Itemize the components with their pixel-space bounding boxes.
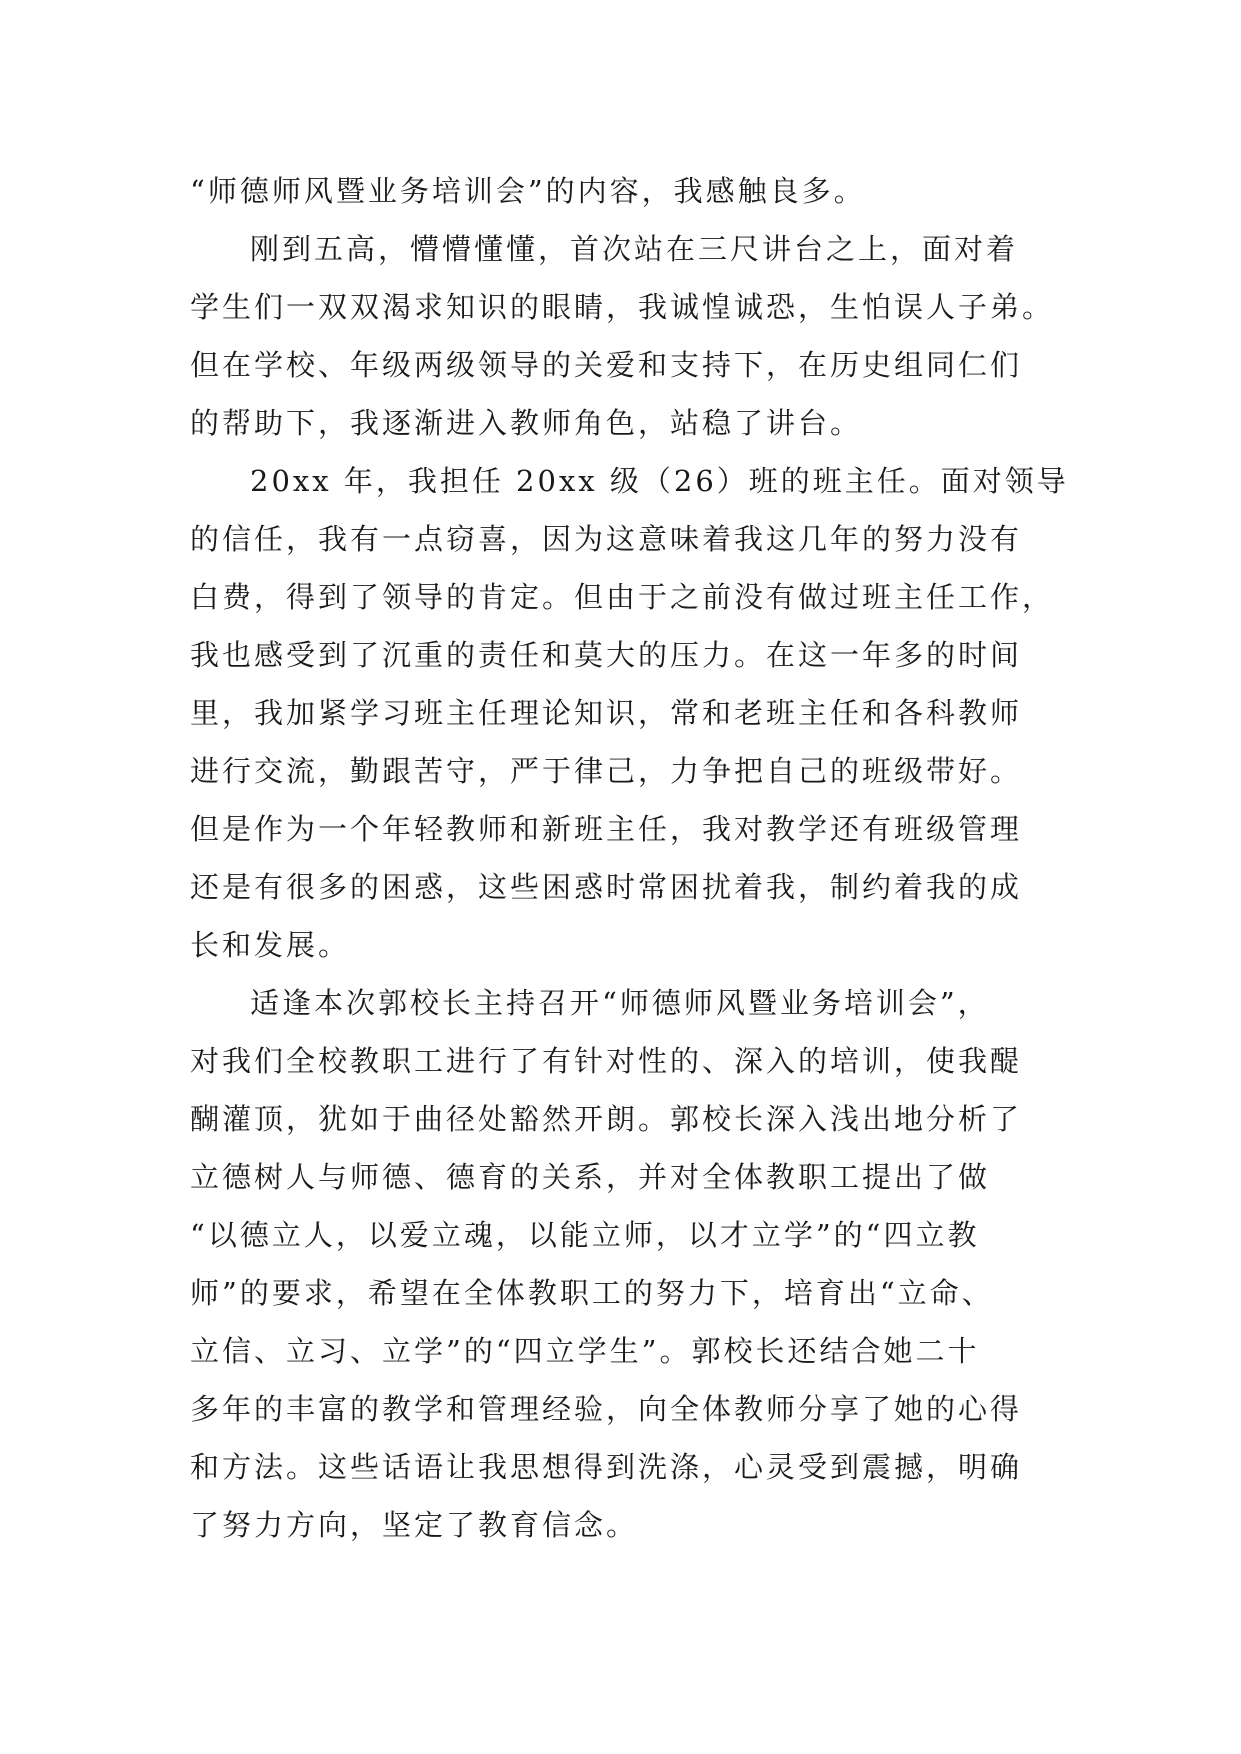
text-line: 对我们全校教职工进行了有针对性的、深入的培训，使我醍 [190, 1044, 1023, 1078]
text-line: “师德师风暨业务培训会”的内容，我感触良多。 [190, 174, 866, 208]
text-line: 里，我加紧学习班主任理论知识，常和老班主任和各科教师 [190, 696, 1023, 730]
paragraph-start-line: 适逢本次郭校长主持召开“师德师风暨业务培训会”， [250, 986, 990, 1020]
text-line: 和方法。这些话语让我思想得到洗涤，心灵受到震撼，明确 [190, 1450, 1023, 1484]
text-line: 多年的丰富的教学和管理经验，向全体教师分享了她的心得 [190, 1392, 1023, 1426]
text-line: “以德立人，以爱立魂，以能立师，以才立学”的“四立教 [190, 1218, 980, 1252]
text-line: 学生们一双双渴求知识的眼睛，我诚惶诚恐，生怕误人子弟。 [190, 290, 1055, 324]
paragraph-start-line: 刚到五高，懵懵懂懂，首次站在三尺讲台之上，面对着 [250, 232, 1019, 266]
text-line: 我也感受到了沉重的责任和莫大的压力。在这一年多的时间 [190, 638, 1023, 672]
text-line: 师”的要求，希望在全体教职工的努力下，培育出“立命、 [190, 1276, 994, 1310]
text-line: 了努力方向，坚定了教育信念。 [190, 1508, 639, 1542]
text-line: 还是有很多的困惑，这些困惑时常困扰着我，制约着我的成 [190, 870, 1023, 904]
paragraph-start-line: 20xx 年，我担任 20xx 级（26）班的班主任。面对领导 [250, 464, 1069, 498]
document-body [190, 162, 1069, 1554]
text-line: 的信任，我有一点窃喜，因为这意味着我这几年的努力没有 [190, 522, 1023, 556]
text-line: 长和发展。 [190, 928, 351, 962]
text-line: 进行交流，勤跟苦守，严于律己，力争把自己的班级带好。 [190, 754, 1023, 788]
text-line: 醐灌顶，犹如于曲径处豁然开朗。郭校长深入浅出地分析了 [190, 1102, 1023, 1136]
text-line: 立德树人与师德、德育的关系，并对全体教职工提出了做 [190, 1160, 991, 1194]
text-line: 白费，得到了领导的肯定。但由于之前没有做过班主任工作， [190, 580, 1055, 614]
text-line: 立信、立习、立学”的“四立学生”。郭校长还结合她二十 [190, 1334, 980, 1368]
text-line: 但是作为一个年轻教师和新班主任，我对教学还有班级管理 [190, 812, 1023, 846]
text-line: 的帮助下，我逐渐进入教师角色，站稳了讲台。 [190, 406, 863, 440]
text-line: 但在学校、年级两级领导的关爱和支持下，在历史组同仁们 [190, 348, 1023, 382]
